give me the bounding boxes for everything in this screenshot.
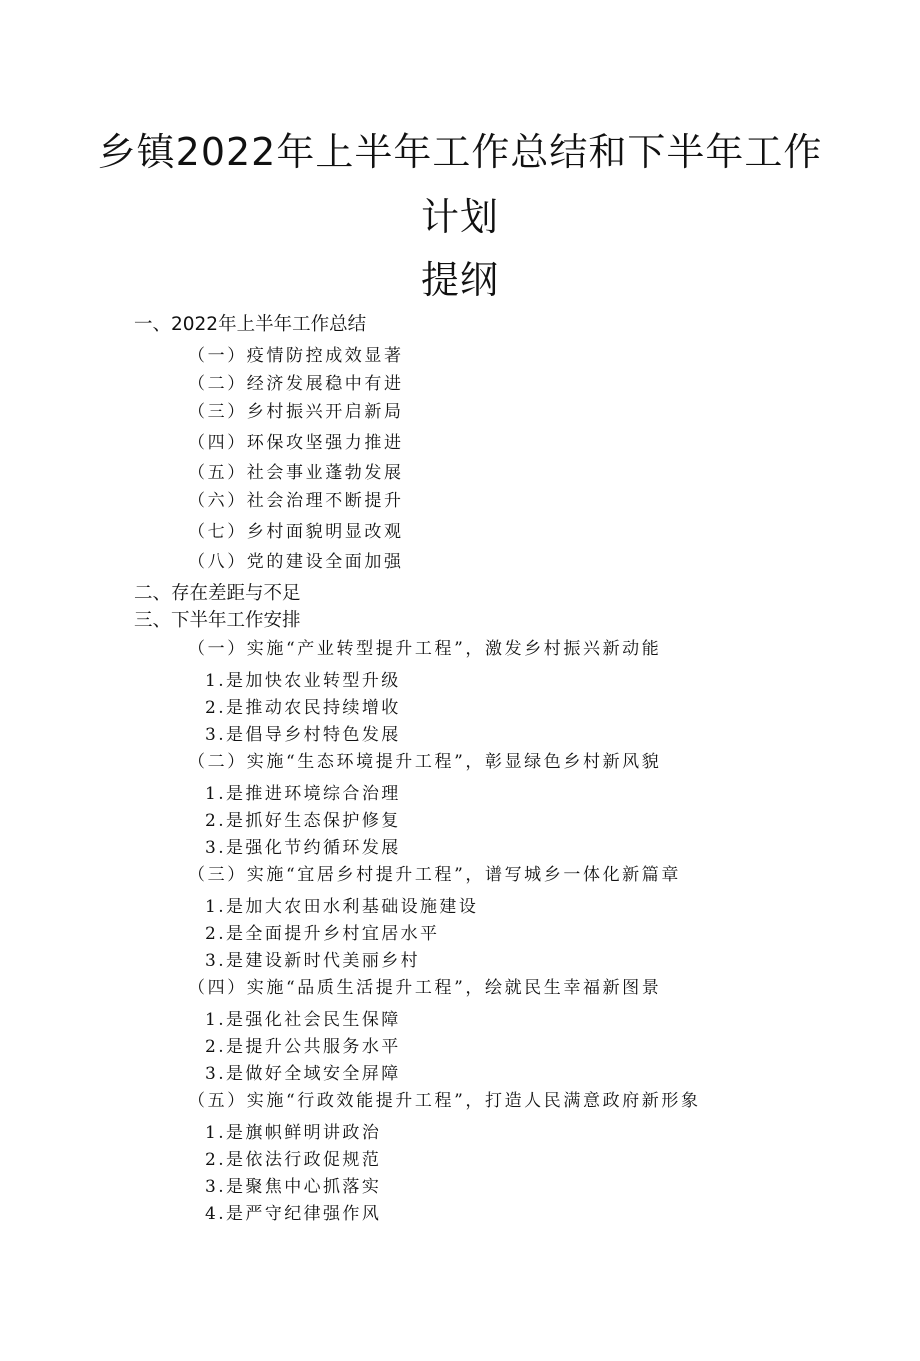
outline-subitem: 2.是全面提升乡村宜居水平 (205, 924, 440, 944)
outline-subitem: 3.是做好全域安全屏障 (205, 1064, 401, 1084)
outline-subitem: 1.是推进环境综合治理 (205, 784, 401, 804)
outline-heading: 一、2022年上半年工作总结 (134, 314, 367, 335)
outline-item: （八）党的建设全面加强 (188, 552, 404, 572)
outline-heading: 二、存在差距与不足 (134, 583, 301, 604)
outline-subitem: 2.是依法行政促规范 (205, 1150, 382, 1170)
outline-item: （四）环保攻坚强力推进 (188, 433, 404, 453)
outline-subitem: 1.是加快农业转型升级 (205, 671, 401, 691)
document-title-line-1: 乡镇2022年上半年工作总结和下半年工作 (97, 130, 823, 174)
outline-item: （二）实施“生态环境提升工程”，彰显绿色乡村新风貌 (188, 752, 662, 772)
outline-subitem: 1.是旗帜鲜明讲政治 (205, 1123, 382, 1143)
outline-subitem: 3.是建设新时代美丽乡村 (205, 951, 421, 971)
outline-item: （一）实施“产业转型提升工程”，激发乡村振兴新动能 (188, 639, 662, 659)
outline-subitem: 3.是强化节约循环发展 (205, 838, 401, 858)
outline-subitem: 3.是倡导乡村特色发展 (205, 725, 401, 745)
outline-item: （二）经济发展稳中有进 (188, 374, 404, 394)
outline-subitem: 2.是提升公共服务水平 (205, 1037, 401, 1057)
outline-item: （三）乡村振兴开启新局 (188, 402, 404, 422)
outline-subitem: 3.是聚焦中心抓落实 (205, 1177, 382, 1197)
outline-item: （七）乡村面貌明显改观 (188, 522, 404, 542)
document-title-line-2: 计划 (420, 195, 499, 239)
outline-item: （四）实施“品质生活提升工程”，绘就民生幸福新图景 (188, 978, 662, 998)
outline-subitem: 1.是加大农田水利基础设施建设 (205, 897, 479, 917)
document-subtitle: 提纲 (420, 258, 499, 302)
outline-item: （三）实施“宜居乡村提升工程”，谱写城乡一体化新篇章 (188, 865, 681, 885)
outline-subitem: 2.是抓好生态保护修复 (205, 811, 401, 831)
outline-item: （一）疫情防控成效显著 (188, 346, 404, 366)
outline-subitem: 2.是推动农民持续增收 (205, 698, 401, 718)
outline-item: （六）社会治理不断提升 (188, 491, 404, 511)
outline-item: （五）实施“行政效能提升工程”，打造人民满意政府新形象 (188, 1091, 701, 1111)
outline-item: （五）社会事业蓬勃发展 (188, 463, 404, 483)
outline-subitem: 4.是严守纪律强作风 (205, 1204, 382, 1224)
outline-subitem: 1.是强化社会民生保障 (205, 1010, 401, 1030)
outline-heading: 三、下半年工作安排 (134, 610, 301, 631)
